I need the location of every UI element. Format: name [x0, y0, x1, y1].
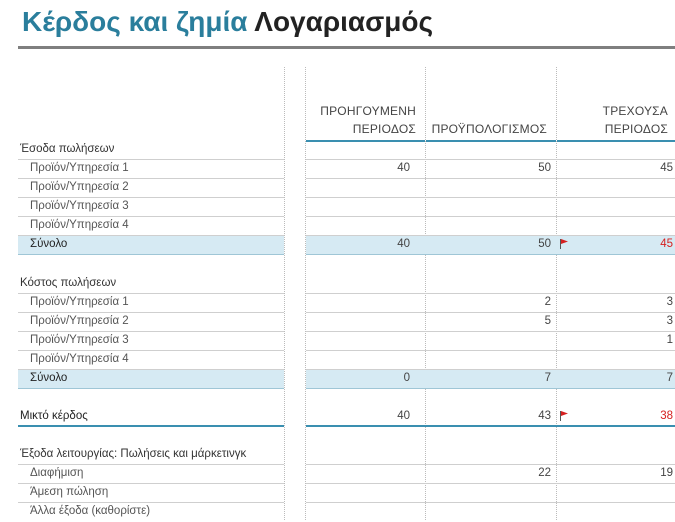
table-row[interactable]: [18, 198, 675, 217]
cell-current[interactable]: 1: [666, 334, 673, 346]
cell-current[interactable]: 7: [666, 372, 673, 384]
section-heading-label: Έσοδα πωλήσεων: [20, 143, 115, 155]
title-part-1: Κέρδος και ζημία: [22, 6, 248, 37]
cell-previous[interactable]: 40: [397, 238, 410, 250]
cell-budget[interactable]: 22: [538, 467, 551, 479]
row-label: Σύνολο: [30, 372, 68, 384]
table-row[interactable]: [18, 294, 675, 313]
row-label: Άλλα έξοδα (καθορίστε): [30, 505, 151, 517]
cell-previous[interactable]: 40: [397, 162, 410, 174]
header-current-line1: ΤΡΕΧΟΥΣΑ: [602, 104, 668, 118]
table-row[interactable]: [18, 503, 675, 522]
title-part-2: Λογαριασμός: [254, 6, 434, 37]
section-heading-sales: [18, 141, 675, 160]
cell-budget[interactable]: 5: [544, 315, 551, 327]
cell-budget[interactable]: 43: [538, 410, 551, 422]
table-row[interactable]: [18, 484, 675, 503]
cell-budget[interactable]: 2: [544, 296, 551, 308]
table-row[interactable]: [18, 332, 675, 351]
row-label: Σύνολο: [30, 238, 68, 250]
row-label: Προϊόν/Υπηρεσία 1: [30, 162, 129, 174]
header-budget-line1: ΠΡΟΫΠΟΛΟΓΙΣΜΟΣ: [431, 122, 547, 136]
table-row[interactable]: [18, 160, 675, 179]
section-heading-label: Έξοδα λειτουργίας: Πωλήσεις και μάρκετινγκ: [20, 448, 247, 460]
section-heading-cost: [18, 275, 675, 294]
row-label: Μικτό κέρδος: [20, 410, 88, 422]
header-current-period: [557, 102, 668, 138]
cell-current[interactable]: 3: [666, 315, 673, 327]
header-budget: [426, 120, 547, 138]
total-row-sales[interactable]: [18, 236, 675, 255]
title-rule: [18, 46, 675, 49]
table-row[interactable]: [18, 179, 675, 198]
table-row[interactable]: [18, 313, 675, 332]
cell-current[interactable]: 45: [660, 162, 673, 174]
table-row[interactable]: [18, 465, 675, 484]
page-title: [22, 6, 433, 38]
cell-previous[interactable]: 40: [397, 410, 410, 422]
header-previous-line2: ΠΕΡΙΟΔΟΣ: [352, 122, 416, 136]
header-previous-period: [306, 102, 416, 138]
table-row[interactable]: [18, 351, 675, 370]
row-label: Προϊόν/Υπηρεσία 1: [30, 296, 129, 308]
section-heading-operating: [18, 446, 675, 465]
table-row[interactable]: [18, 217, 675, 236]
cell-current[interactable]: 19: [660, 467, 673, 479]
row-label: Προϊόν/Υπηρεσία 2: [30, 181, 129, 193]
section-heading-label: Κόστος πωλήσεων: [20, 277, 117, 289]
row-label: Προϊόν/Υπηρεσία 3: [30, 200, 129, 212]
gross-profit-row[interactable]: [18, 408, 675, 427]
row-label: Προϊόν/Υπηρεσία 4: [30, 219, 129, 231]
cell-budget[interactable]: 50: [538, 238, 551, 250]
row-label: Προϊόν/Υπηρεσία 3: [30, 334, 129, 346]
row-label: Προϊόν/Υπηρεσία 2: [30, 315, 129, 327]
cell-budget[interactable]: 7: [544, 372, 551, 384]
cell-budget[interactable]: 50: [538, 162, 551, 174]
header-previous-line1: ΠΡΟΗΓΟΥΜΕΝΗ: [320, 104, 416, 118]
row-label: Διαφήμιση: [30, 467, 84, 479]
row-label: Άμεση πώληση: [30, 486, 109, 498]
cell-current[interactable]: 38: [660, 410, 673, 422]
header-current-line2: ΠΕΡΙΟΔΟΣ: [604, 122, 668, 136]
cell-current[interactable]: 3: [666, 296, 673, 308]
total-row-cost[interactable]: [18, 370, 675, 389]
cell-previous[interactable]: 0: [403, 372, 410, 384]
cell-current[interactable]: 45: [660, 238, 673, 250]
row-label: Προϊόν/Υπηρεσία 4: [30, 353, 129, 365]
